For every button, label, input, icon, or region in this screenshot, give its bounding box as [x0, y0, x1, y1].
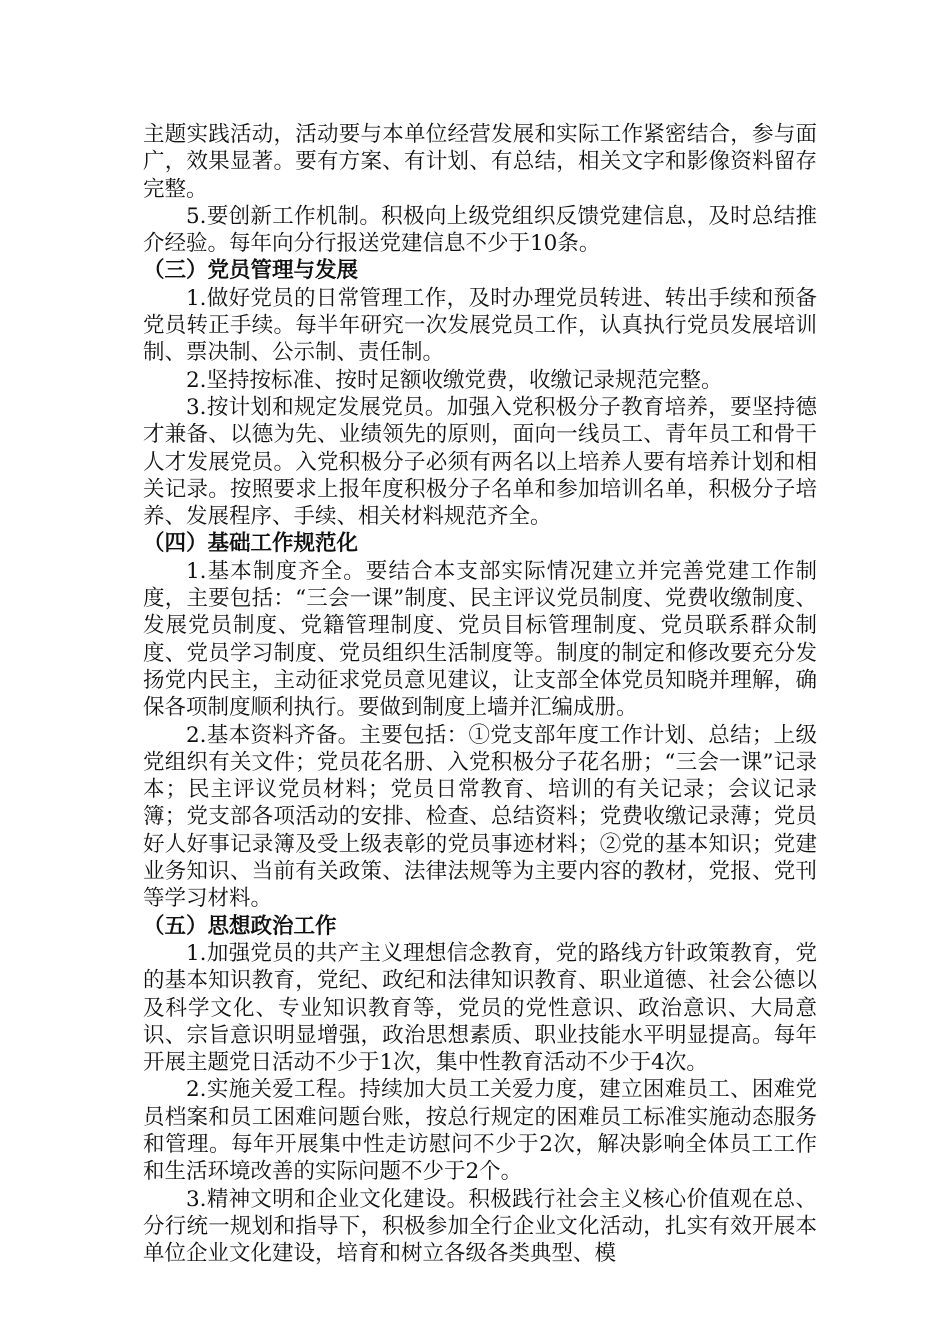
paragraph-culture-building: 3.精神文明和企业文化建设。积极践行社会主义核心价值观在总、分行统一规划和指导下，积极参加全行企业文化活动，扎实有效开展本单位企业文化建设，培育和树立各级各类典型、模: [143, 1186, 817, 1267]
paragraph-party-dues: 2.坚持按标准、按时足额收缴党费，收缴记录规范完整。: [186, 367, 723, 393]
paragraph-care-project: 2.实施关爱工程。持续加大员工关爱力度，建立困难员工、困难党员档案和员工困难问题台账，按总行规定的困难员工标准实施动态服务和管理。每年开展集中性走访慰问不少于2次，解决影响全体员工工作和生活环境改善的实际问题不少于2个。: [143, 1077, 817, 1185]
paragraph-member-development: 3.按计划和规定发展党员。加强入党积极分子教育培养，要坚持德才兼备、以德为先、业绩领先的原则，面向一线员工、青年员工和骨干人才发展党员。入党积极分子必须有两名以上培养人要有培养计划和相关记录。按照要求上报年度积极分子名单和参加培训名单，积极分子培养、发展程序、手续、相关材料规范齐全。: [143, 394, 817, 530]
section-heading-ideological-work: （五）思想政治工作: [143, 913, 337, 939]
paragraph-basic-materials: 2.基本资料齐备。主要包括：①党支部年度工作计划、总结；上级党组织有关文件；党员花名册、入党积极分子花名册；“三会一课”记录本；民主评议党员材料；党员日常教育、培训的有关记录；会议记录簿；党支部各项活动的安排、检查、总结资料；党费收缴记录薄；党员好人好事记录簿及受上级表彰的党员事迹材料；②党的基本知识；党建业务知识、当前有关政策、法律法规等为主要内容的教材，党报、党刊等学习材料。: [143, 722, 817, 912]
document-body: [143, 121, 817, 1267]
paragraph-daily-management: 1.做好党员的日常管理工作，及时办理党员转进、转出手续和预备党员转正手续。每半年研究一次发展党员工作，认真执行党员发展培训制、票决制、公示制、责任制。: [143, 285, 817, 366]
paragraph-innovation-mechanism: 5.要创新工作机制。积极向上级党组织反馈党建信息，及时总结推介经验。每年向分行报送党建信息不少于10条。: [143, 203, 817, 257]
paragraph-basic-system: 1.基本制度齐全。要结合本支部实际情况建立并完善党建工作制度，主要包括：“三会一课”制度、民主评议党员制度、党费收缴制度、发展党员制度、党籍管理制度、党员目标管理制度、党员联系群众制度、党员学习制度、党员组织生活制度等。制度的制定和修改要充分发扬党内民主，主动征求党员意见建议，让支部全体党员知晓并理解，确保各项制度顺利执行。要做到制度上墙并汇编成册。: [143, 558, 817, 721]
section-heading-basic-work: （四）基础工作规范化: [143, 531, 359, 557]
paragraph-ideological-education: 1.加强党员的共产主义理想信念教育，党的路线方针政策教育，党的基本知识教育，党纪、政纪和法律知识教育、职业道德、社会公德以及科学文化、专业知识教育等，党员的党性意识、政治意识、大局意识、宗旨意识明显增强，政治思想素质、职业技能水平明显提高。每年开展主题党日活动不少于1次，集中性教育活动不少于4次。: [143, 940, 817, 1076]
paragraph-continuation: 主题实践活动，活动要与本单位经营发展和实际工作紧密结合，参与面广，效果显著。要有方案、有计划、有总结，相关文字和影像资料留存完整。: [143, 122, 817, 202]
section-heading-member-management: （三）党员管理与发展: [143, 258, 359, 284]
